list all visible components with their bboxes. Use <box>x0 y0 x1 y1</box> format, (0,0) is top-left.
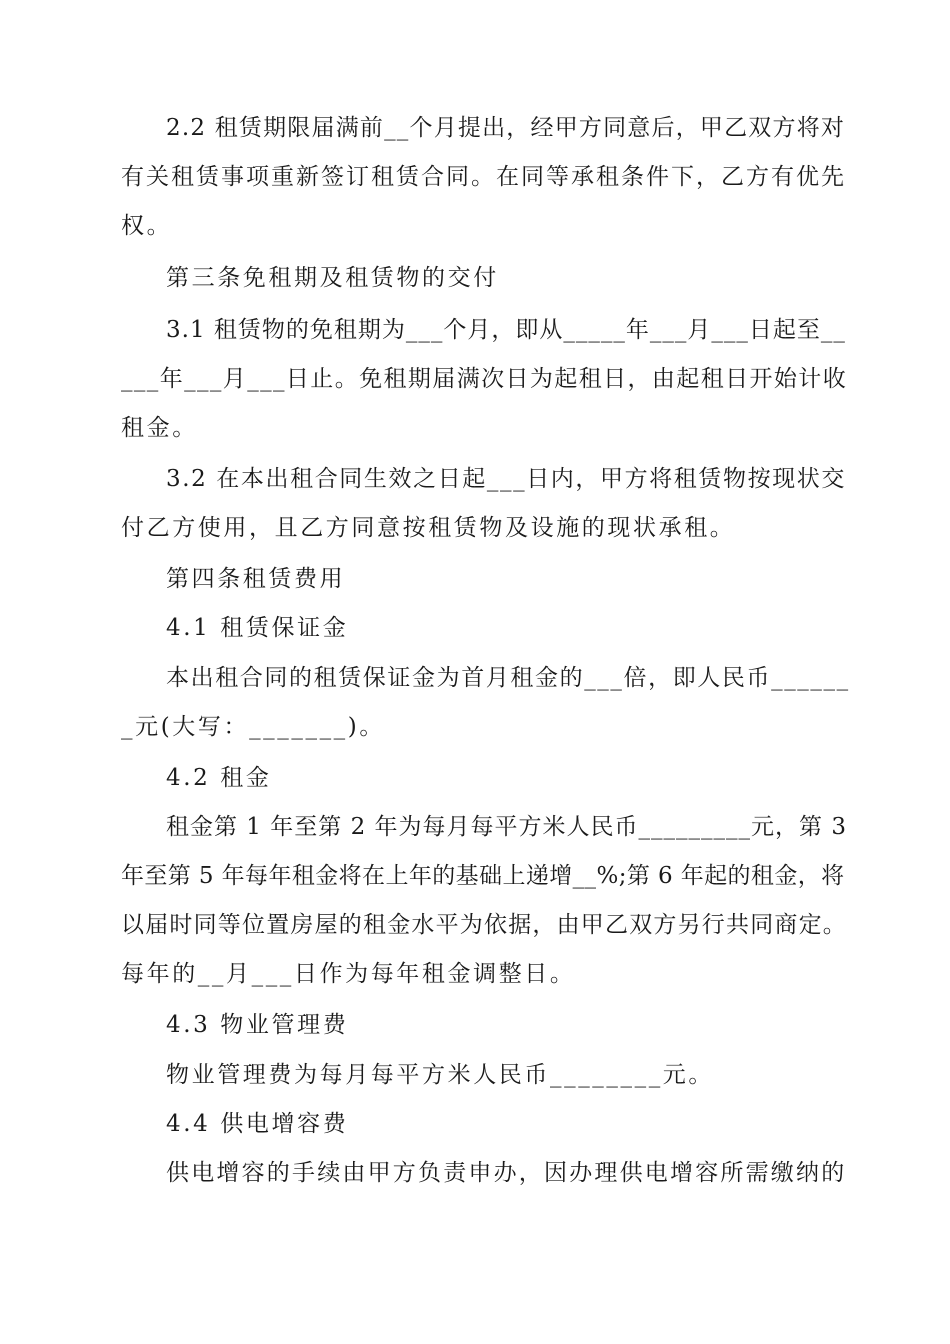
clause-3-1-line-3: 租金。 <box>121 415 198 441</box>
clause-4-1-line-2: _元(大写：_______)。 <box>121 714 385 740</box>
clause-3-1-line-1: 3.1 租赁物的免租期为___个月，即从_____年___月___日起至__ <box>166 317 846 343</box>
clause-2-2-line-2: 有关租赁事项重新签订租赁合同。在同等承租条件下，乙方有优先 <box>121 164 846 190</box>
clause-4-1-heading: 4.1 租赁保证金 <box>166 615 349 641</box>
clause-4-2-line-1: 租金第 1 年至第 2 年为每月每平方米人民币_________元，第 3 <box>166 814 847 840</box>
article-3-heading: 第三条免租期及租赁物的交付 <box>166 265 499 291</box>
clause-4-2-line-3: 以届时同等位置房屋的租金水平为依据，由甲乙双方另行共同商定。 <box>121 912 847 938</box>
clause-4-3-heading: 4.3 物业管理费 <box>166 1012 349 1038</box>
clause-3-1-line-2: ___年___月___日止。免租期届满次日为起租日，由起租日开始计收 <box>121 366 848 392</box>
clause-4-4-heading: 4.4 供电增容费 <box>166 1111 349 1137</box>
clause-2-2-line-3: 权。 <box>121 213 173 239</box>
clause-4-2-line-4: 每年的__月___日作为每年租金调整日。 <box>121 961 576 987</box>
article-4-heading: 第四条租赁费用 <box>166 566 346 592</box>
clause-2-2-line-1: 2.2 租赁期限届满前__个月提出，经甲方同意后，甲乙双方将对 <box>166 115 846 141</box>
clause-4-2-line-2: 年至第 5 年每年租金将在上年的基础上递增__%;第 6 年起的租金，将 <box>121 863 845 889</box>
clause-4-3-line-1: 物业管理费为每月每平方米人民币________元。 <box>166 1062 714 1088</box>
clause-4-2-heading: 4.2 租金 <box>166 765 272 791</box>
clause-4-1-line-1: 本出租合同的租赁保证金为首月租金的___倍，即人民币______ <box>166 665 850 691</box>
clause-3-2-line-1: 3.2 在本出租合同生效之日起___日内，甲方将租赁物按现状交 <box>166 466 846 492</box>
clause-3-2-line-2: 付乙方使用，且乙方同意按租赁物及设施的现状承租。 <box>121 515 736 541</box>
clause-4-4-line-1: 供电增容的手续由甲方负责申办，因办理供电增容所需缴纳的 <box>166 1160 847 1186</box>
